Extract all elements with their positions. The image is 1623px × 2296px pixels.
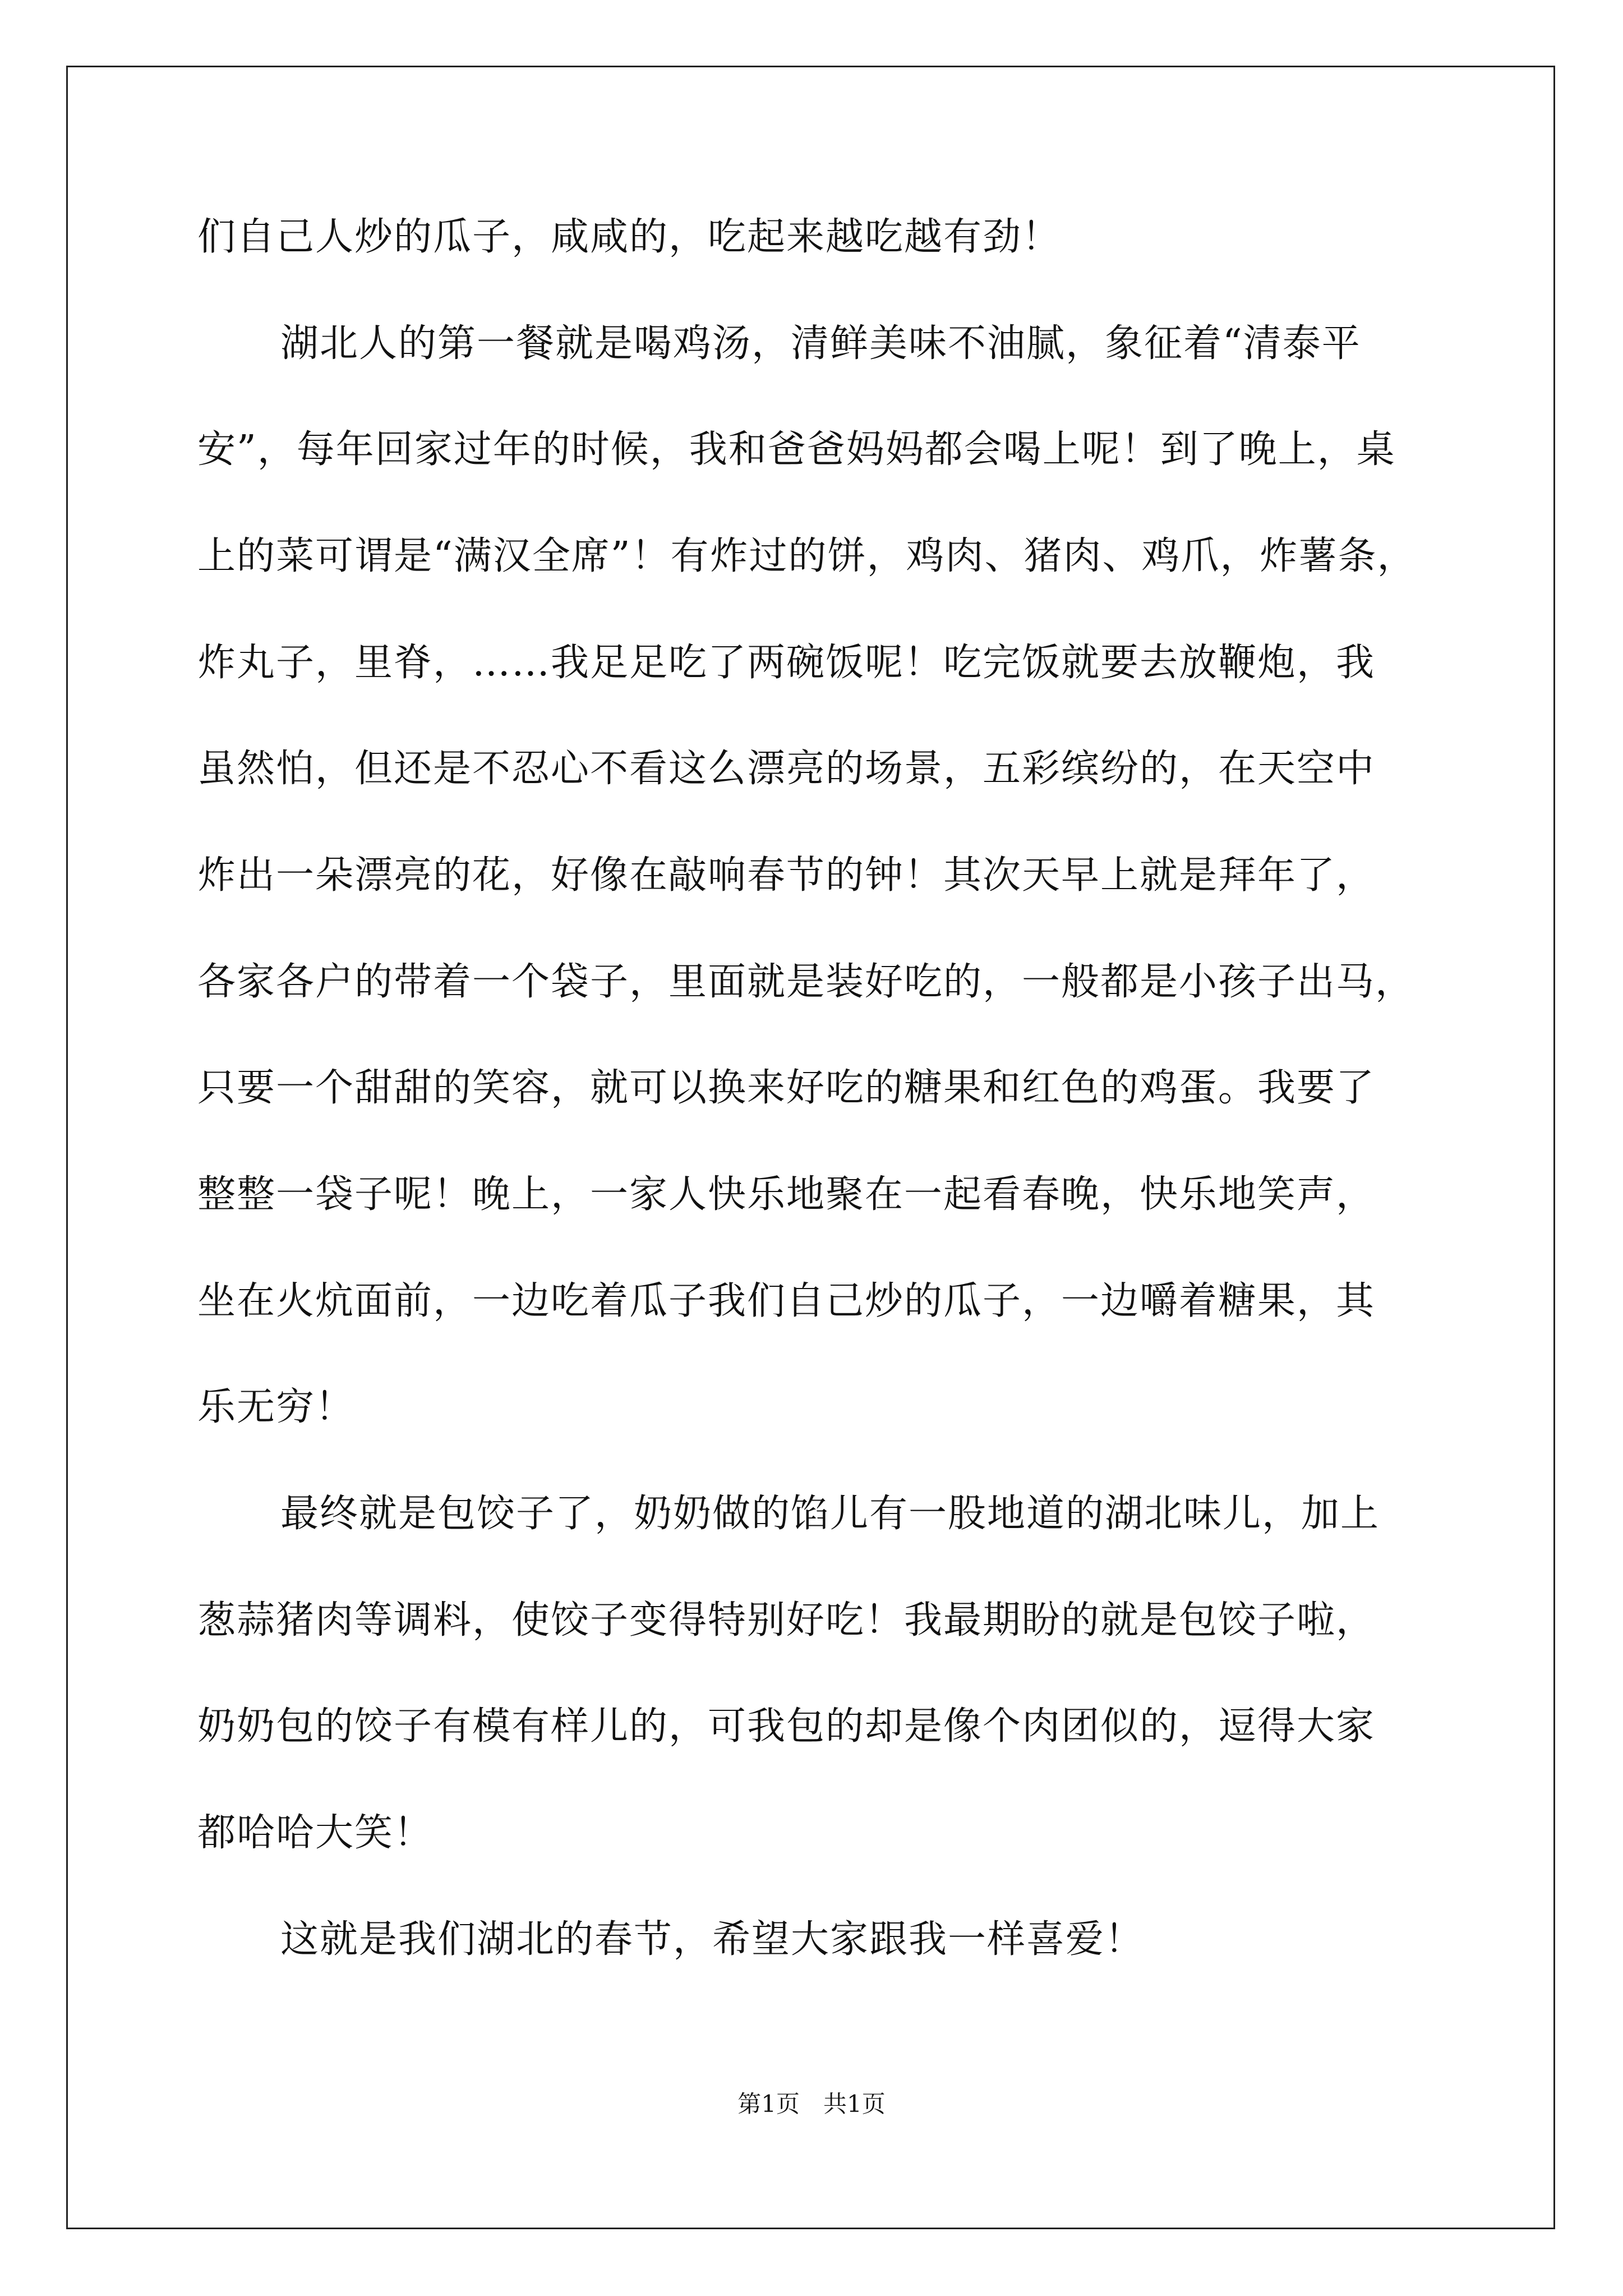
text-line: 整整一袋子呢！晚上，一家人快乐地聚在一起看春晚，快乐地笑声，	[197, 1172, 1376, 1217]
text-line: 葱蒜猪肉等调料，使饺子变得特别好吃！我最期盼的就是包饺子啦，	[197, 1598, 1376, 1642]
text-line: 奶奶包的饺子有模有样儿的，可我包的却是像个肉团似的，逗得大家	[197, 1704, 1376, 1749]
text-line: 只要一个甜甜的笑容，就可以换来好吃的糖果和红色的鸡蛋。我要了	[197, 1066, 1376, 1110]
text-line: 乐无穷！	[197, 1385, 355, 1429]
page-footer: 第1页 共1页	[737, 2090, 886, 2118]
paragraph-start-line: 湖北人的第一餐就是喝鸡汤，清鲜美味不油腻，象征着“清泰平	[280, 321, 1361, 366]
text-line: 各家各户的带着一个袋子，里面就是装好吃的，一般都是小孩子出马，	[197, 960, 1415, 1004]
paragraph-start-line: 最终就是包饺子了，奶奶做的馅儿有一股地道的湖北味儿，加上	[280, 1492, 1380, 1536]
paragraph-start-line: 这就是我们湖北的春节，希望大家跟我一样喜爱！	[280, 1917, 1145, 1962]
text-line: 炸出一朵漂亮的花，好像在敲响春节的钟！其次天早上就是拜年了，	[197, 853, 1376, 898]
text-line: 上的菜可谓是“满汉全席”！有炸过的饼，鸡肉、猪肉、鸡爪，炸薯条，	[197, 534, 1417, 578]
text-line: 坐在火炕面前，一边吃着瓜子我们自己炒的瓜子，一边嚼着糖果，其	[197, 1279, 1376, 1323]
text-line: 都哈哈大笑！	[197, 1811, 434, 1855]
text-line: 们自己人炒的瓜子，咸咸的，吃起来越吃越有劲！	[197, 215, 1062, 259]
page-border	[66, 66, 1555, 2229]
text-line: 安”，每年回家过年的时候，我和爸爸妈妈都会喝上呢！到了晚上，桌	[197, 427, 1396, 472]
text-line: 虽然怕，但还是不忍心不看这么漂亮的场景，五彩缤纷的，在天空中	[197, 747, 1376, 791]
text-line: 炸丸子，里脊，……我足足吃了两碗饭呢！吃完饭就要去放鞭炮，我	[197, 641, 1376, 685]
